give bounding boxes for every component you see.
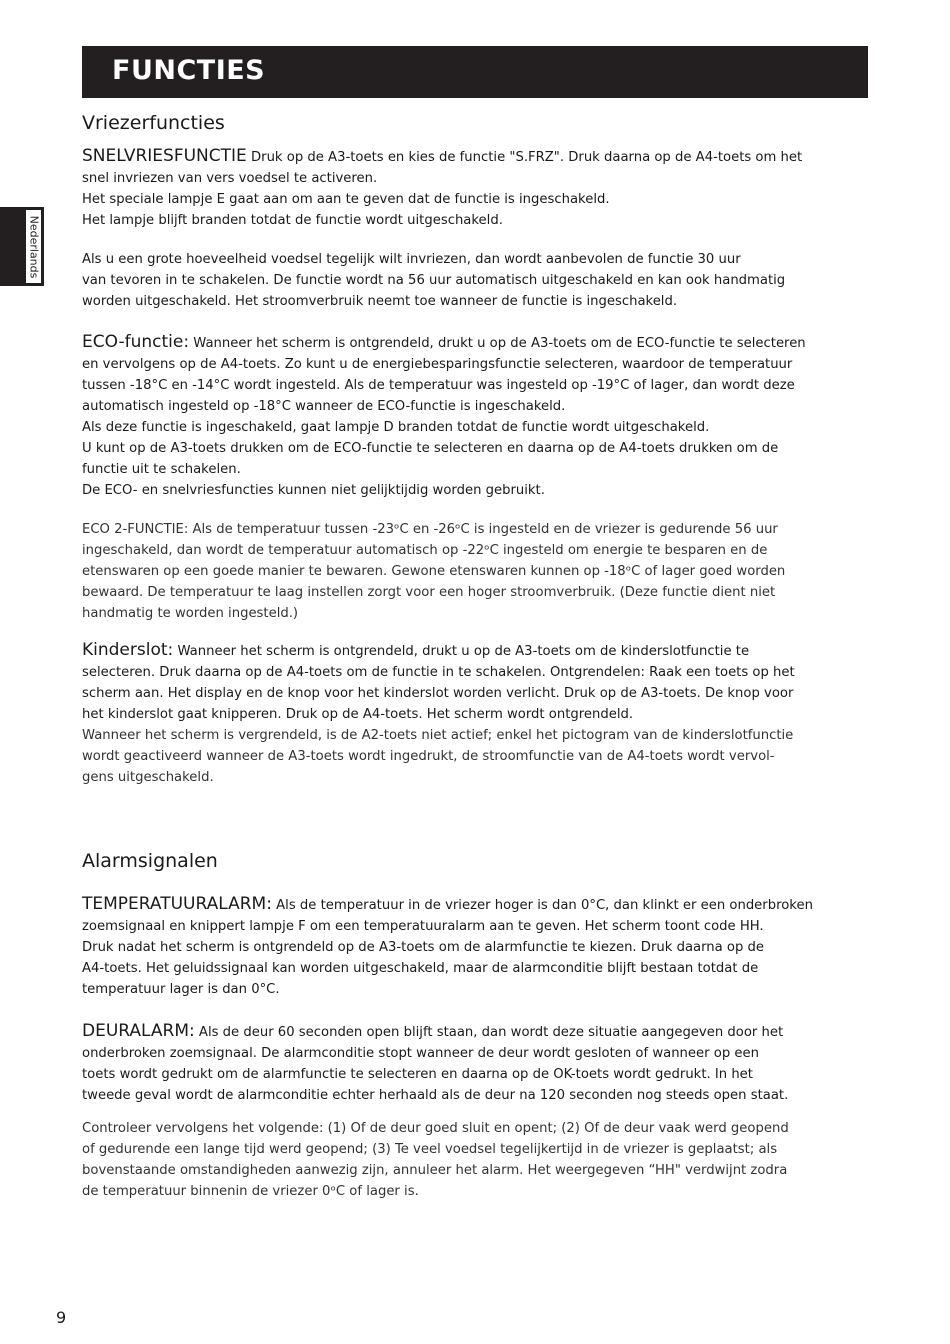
text-line: of gedurende een lange tijd werd geopend; (3) Te veel voedsel tegelijkertijd in de vriezer is geplaatst; als	[82, 1142, 778, 1157]
door-alarm-lead: DEURALARM:	[82, 1021, 195, 1041]
eco-line-1	[82, 332, 872, 354]
check-block	[82, 1118, 872, 1202]
text-line: Als de temperatuur in de vriezer hoger is dan 0°C, dan klinkt er een onderbroken	[271, 898, 813, 913]
text-line: het kinderslot gaat knipperen. Druk op de A4-toets. Het scherm wordt ontgrendeld.	[82, 707, 634, 722]
page-number: 9	[56, 1308, 67, 1327]
text-line: U kunt op de A3-toets drukken om de ECO-functie te selecteren en daarna op de A4-toets drukken om de	[82, 441, 779, 456]
text-line: tussen -18°C en -14°C wordt ingesteld. Als de temperatuur was ingesteld op -19°C of lager, dan wordt deze	[82, 378, 795, 393]
text-line: A4-toets. Het geluidssignaal kan worden uitgeschakeld, maar de alarmconditie blijft bestaan totdat de	[82, 961, 759, 976]
text-line: scherm aan. Het display en de knop voor het kinderslot worden verlicht. Druk op de A3-toets. De knop voor	[82, 686, 794, 701]
page-title: FUNCTIES	[112, 55, 266, 86]
section-title-freezer: Vriezerfuncties	[82, 112, 225, 134]
eco2-block	[82, 519, 872, 624]
text-line: Als u een grote hoeveelheid voedsel tegelijk wilt invriezen, dan wordt aanbevolen de functie 30 uur	[82, 252, 741, 267]
text-line: en vervolgens op de A4-toets. Zo kunt u de energiebesparingsfunctie selecteren, waardoor de temperatuur	[82, 357, 793, 372]
eco-block	[82, 332, 872, 501]
text-line: Wanneer het scherm is vergrendeld, is de A2-toets niet actief; enkel het pictogram van de kinderslotfunctie	[82, 728, 794, 743]
text-line: temperatuur lager is dan 0°C.	[82, 982, 280, 997]
language-tab-box	[25, 209, 42, 284]
door-alarm-line-1	[82, 1021, 872, 1043]
text-line: tweede geval wordt de alarmconditie echter herhaald als de deur na 120 seconden nog steeds open staat.	[82, 1088, 789, 1103]
text-line: van tevoren in te schakelen. De functie wordt na 56 uur automatisch uitgeschakeld en kan ook handmatig	[82, 273, 786, 288]
text-line: De ECO- en snelvriesfuncties kunnen niet gelijktijdig worden gebruikt.	[82, 483, 545, 498]
kinderslot-line-1	[82, 640, 872, 662]
section-title-alarms: Alarmsignalen	[82, 850, 218, 872]
snelvries-lead: SNELVRIESFUNCTIE	[82, 146, 247, 166]
text-line: Het lampje blijft branden totdat de functie wordt uitgeschakeld.	[82, 213, 503, 228]
text-line: Wanneer het scherm is ontgrendeld, drukt u op de A3-toets om de ECO-functie te selecteren	[189, 336, 806, 351]
content	[82, 112, 872, 1202]
text-line: Als de deur 60 seconden open blijft staan, dan wordt deze situatie aangegeven door het	[194, 1025, 784, 1040]
text-line: wordt geactiveerd wanneer de A3-toets wordt ingedrukt, de stroomfunctie van de A4-toets wordt vervol-	[82, 749, 775, 764]
text-line: automatisch ingesteld op -18°C wanneer de ECO-functie is ingeschakeld.	[82, 399, 566, 414]
door-alarm-block	[82, 1021, 872, 1106]
text-line: zoemsignaal en knippert lampje F om een temperatuuralarm aan te geven. Het scherm toont code HH.	[82, 919, 764, 934]
text-line: bewaard. De temperatuur te laag instellen zorgt voor een hoger stroomverbruik. (Deze functie dient niet	[82, 585, 776, 600]
text-line: toets wordt gedrukt om de alarmfunctie te selecteren en daarna op de OK-toets wordt gedrukt. In het	[82, 1067, 753, 1082]
text-line: Het speciale lampje E gaat aan om aan te geven dat de functie is ingeschakeld.	[82, 192, 610, 207]
text-line: selecteren. Druk daarna op de A4-toets om de functie in te schakelen. Ontgrendelen: Raak een toets op het	[82, 665, 795, 680]
text-line: Controleer vervolgens het volgende: (1) Of de deur goed sluit en opent; (2) Of de deur vaak werd geopend	[82, 1121, 789, 1136]
language-label: Nederlands	[27, 215, 40, 278]
temp-alarm-line-1	[82, 894, 872, 916]
text-line: Druk op de A3-toets en kies de functie "S.FRZ". Druk daarna op de A4-toets om het	[246, 150, 803, 165]
snelvries-note	[82, 249, 872, 312]
kinderslot-block	[82, 640, 872, 788]
header-bar	[82, 46, 868, 98]
temp-alarm-block	[82, 894, 872, 1000]
text-line: Als deze functie is ingeschakeld, gaat lampje D branden totdat de functie wordt uitgeschakeld.	[82, 420, 710, 435]
kinderslot-lead: Kinderslot:	[82, 640, 174, 660]
text-line: worden uitgeschakeld. Het stroomverbruik neemt toe wanneer de functie is ingeschakeld.	[82, 294, 678, 309]
text-line: snel invriezen van vers voedsel te activeren.	[82, 171, 378, 186]
text-line: etenswaren op een goede manier te bewaren. Gewone etenswaren kunnen op -18ᵒC of lager goed worden	[82, 564, 786, 579]
snelvries-block	[82, 146, 872, 231]
snelvries-line-1	[82, 146, 872, 168]
text-line: bovenstaande omstandigheden aanwezig zijn, annuleer het alarm. Het weergegeven “HH" verdwijnt zodra	[82, 1163, 788, 1178]
text-line: gens uitgeschakeld.	[82, 770, 214, 785]
language-tab	[0, 207, 44, 286]
eco-lead: ECO-functie:	[82, 332, 190, 352]
text-line: onderbroken zoemsignaal. De alarmconditie stopt wanneer de deur wordt gesloten of wanneer op een	[82, 1046, 759, 1061]
text-line: Wanneer het scherm is ontgrendeld, drukt u op de A3-toets om de kinderslotfunctie te	[173, 644, 750, 659]
temp-alarm-lead: TEMPERATUURALARM:	[82, 894, 272, 914]
text-line: ECO 2-FUNCTIE: Als de temperatuur tussen -23ᵒC en -26ᵒC is ingesteld en de vriezer is gedurende 56 uur	[82, 522, 778, 537]
text-line: functie uit te schakelen.	[82, 462, 241, 477]
text-line: ingeschakeld, dan wordt de temperatuur automatisch op -22ᵒC ingesteld om energie te besparen en de	[82, 543, 768, 558]
text-line: de temperatuur binnenin de vriezer 0ᵒC of lager is.	[82, 1184, 419, 1199]
text-line: Druk nadat het scherm is ontgrendeld op de A3-toets om de alarmfunctie te kiezen. Druk daarna op de	[82, 940, 765, 955]
text-line: handmatig te worden ingesteld.)	[82, 606, 299, 621]
